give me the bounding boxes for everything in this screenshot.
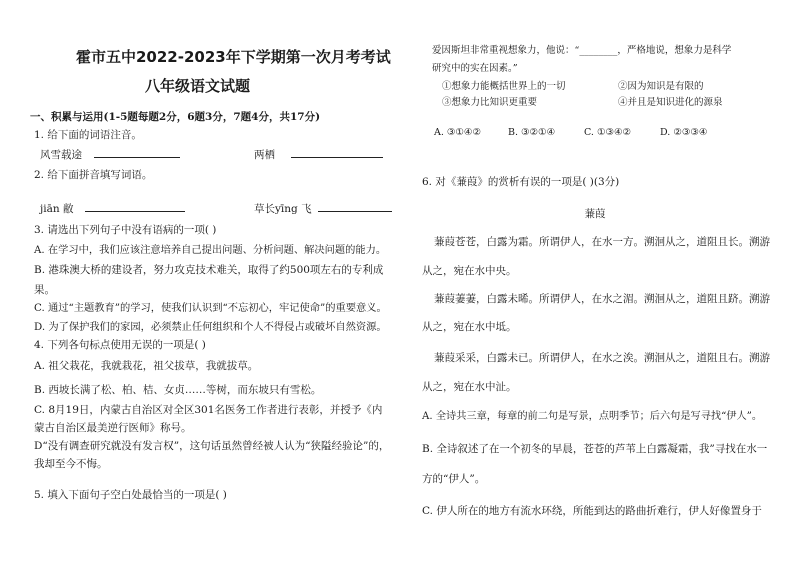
q3-option-b-cont: 果。 (34, 284, 55, 296)
poem-stanza-3: 蒹葭采采，白露未已。所谓伊人，在水之涘。溯洄从之，道阻且右。溯游 (434, 352, 770, 364)
q6-option-a: A. 全诗共三章，每章的前二句是写景，点明季节；后六句是写寻找“伊人”。 (422, 411, 763, 422)
answer-blank[interactable] (318, 200, 392, 212)
question-3: 3. 请选出下列句子中没有语病的一项( ) (34, 224, 217, 236)
q2-word-1: jiān 敝 (40, 200, 185, 216)
q3-option-c: C. 通过“主题教育”的学习，使我们认识到“不忘初心，牢记使命”的重要意义。 (34, 302, 387, 314)
q1-word-2: 两栖 (254, 146, 383, 162)
q5-answer-b[interactable]: B. ③②①④ (508, 127, 556, 138)
question-5: 5. 填入下面句子空白处最恰当的一项是( ) (34, 489, 227, 501)
right-column (420, 0, 770, 561)
q6-option-b: B. 全诗叙述了在一个初冬的早晨，苍苍的芦苇上白露凝霜，我”寻找在水一 (422, 443, 768, 455)
q4-option-d: D“没有调查研究就没有发言权”，这句话虽然曾经被人认为“狭隘经验论”的， (34, 440, 390, 452)
q4-option-b: B. 西坡长满了松、柏、桔、女贞……等树，而东坡只有雪松。 (34, 384, 322, 396)
q3-option-d: D. 为了保护我们的家园，必须禁止任何组织和个人不得侵占或破坏自然资源。 (34, 321, 387, 333)
poem-stanza-1: 蒹葭苍苍，白露为霜。所谓伊人，在水一方。溯洄从之，道阻且长。溯游 (434, 236, 770, 248)
poem-stanza-2: 蒹葭萋萋，白露未晞。所谓伊人，在水之湄。溯洄从之，道阻且跻。溯游 (434, 293, 770, 305)
answer-blank[interactable] (94, 146, 180, 158)
answer-blank[interactable] (85, 200, 185, 212)
q6-option-b-cont: 方的“伊人”。 (422, 473, 486, 485)
poem-title: 蒹葭 (584, 208, 606, 220)
q4-option-d-cont: 我却至今不悔。 (34, 458, 108, 470)
q5-clause-3: ③想象力比知识更重要 (442, 97, 538, 108)
q5-clause-1: ①想象力能概括世界上的一切 (442, 81, 566, 92)
section-heading: 一、积累与运用(1-5题每题2分，6题3分，7题4分，共17分) (30, 111, 321, 123)
exam-title: 霍市五中2022-2023年下学期第一次月考考试 (76, 48, 391, 66)
q3-option-b: B. 港珠澳大桥的建设者，努力攻克技术难关，取得了约500项左右的专利成 (34, 264, 384, 276)
q5-stem: 爱因斯坦非常重视想象力，他说：“________，严格地说，想象力是科学 (432, 45, 732, 56)
q4-option-c-cont: 蒙古自治区最美逆行医师》称号。 (34, 422, 192, 434)
q5-answer-a[interactable]: A. ③①④② (434, 127, 481, 138)
q3-option-a: A. 在学习中，我们应该注意培养自己提出问题、分析问题、解决问题的能力。 (34, 244, 387, 256)
q5-stem-cont: 研究中的实在因素。” (432, 63, 518, 74)
question-4: 4. 下列各句标点使用无误的一项是( ) (34, 339, 206, 351)
q5-clause-2: ②因为知识是有限的 (618, 81, 704, 92)
question-6: 6. 对《蒹葭》的赏析有误的一项是( )(3分) (422, 176, 620, 188)
left-column (28, 0, 394, 561)
exam-subtitle: 八年级语文试题 (145, 77, 251, 95)
poem-stanza-3-cont: 从之，宛在水中沚。 (422, 381, 517, 393)
question-1: 1. 给下面的词语注音。 (34, 129, 142, 141)
q6-option-c: C. 伊人所在的地方有流水环绕，所能到达的路曲折难行，伊人好像置身于 (422, 505, 762, 517)
q2-word-2: 草长yīng 飞 (254, 200, 392, 216)
q1-word-1: 风雪载途 (40, 146, 180, 162)
q4-option-c: C. 8月19日，内蒙古自治区对全区301名医务工作者进行表彰，并授予《内 (34, 404, 383, 416)
q5-answer-c[interactable]: C. ①③④② (584, 127, 632, 138)
q5-answer-d[interactable]: D. ②③③④ (660, 127, 708, 138)
q5-clause-4: ④并且是知识进化的源泉 (618, 97, 723, 108)
question-2: 2. 给下面拼音填写词语。 (34, 169, 153, 181)
q4-option-a: A. 祖父栽花，我就栽花，祖父拔草，我就拔草。 (34, 360, 259, 372)
poem-stanza-2-cont: 从之，宛在水中坻。 (422, 321, 517, 333)
answer-blank[interactable] (291, 146, 383, 158)
poem-stanza-1-cont: 从之，宛在水中央。 (422, 265, 517, 277)
